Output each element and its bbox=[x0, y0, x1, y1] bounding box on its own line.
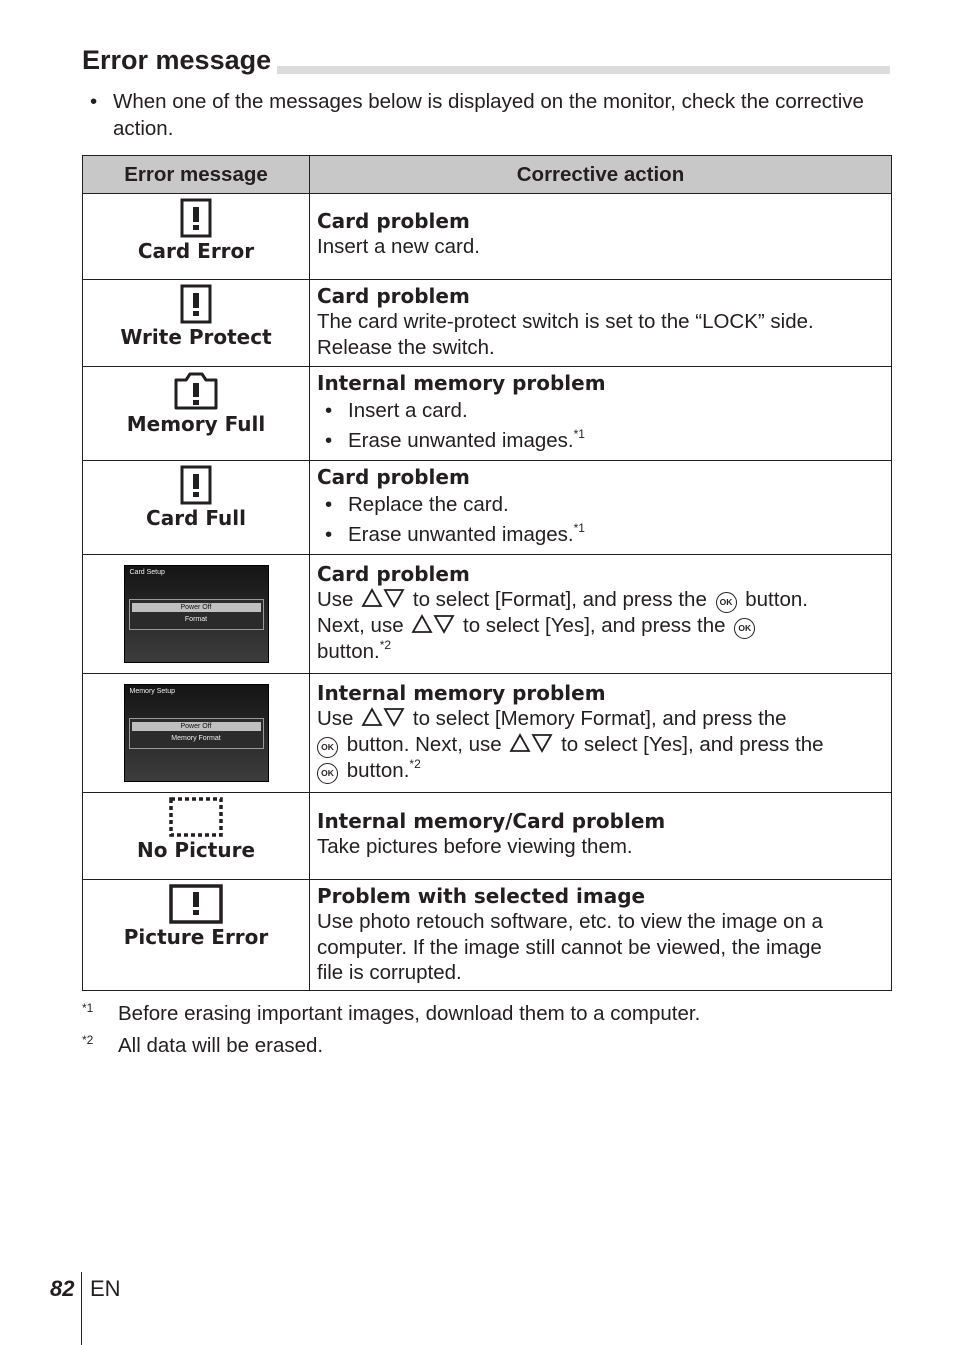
action-cell bbox=[310, 280, 892, 367]
card-alert-icon bbox=[180, 284, 212, 324]
table-header-row bbox=[83, 156, 892, 194]
footnotes bbox=[82, 998, 892, 1062]
action-list bbox=[317, 396, 881, 456]
footnote-mark: *1 bbox=[82, 1001, 94, 1015]
action-cell bbox=[310, 461, 892, 555]
error-cell bbox=[83, 461, 310, 555]
screen-title: Memory Setup bbox=[129, 688, 176, 695]
table-row bbox=[83, 280, 892, 367]
ok-button-icon: OK bbox=[317, 763, 338, 784]
item-text: Erase unwanted images. bbox=[348, 523, 574, 546]
action-heading: Problem with selected image bbox=[317, 884, 646, 908]
item-text: Erase unwanted images. bbox=[348, 429, 574, 452]
action-text: The card write-protect switch is set to the “LOCK” side. bbox=[317, 310, 814, 333]
list-item bbox=[317, 520, 881, 550]
action-text: Release the switch. bbox=[317, 335, 495, 359]
action-heading: Card problem bbox=[317, 562, 470, 586]
text-part: Use bbox=[317, 707, 354, 730]
table-row bbox=[83, 555, 892, 674]
intro-text: When one of the messages below is displayed on the monitor, check the corrective action. bbox=[113, 90, 864, 140]
memory-setup-screen bbox=[124, 684, 269, 782]
action-heading: Card problem bbox=[317, 465, 470, 489]
text-part: button. Next, use bbox=[346, 732, 502, 756]
text-part: to select [Yes], and press the bbox=[561, 732, 824, 756]
table-row bbox=[83, 793, 892, 880]
text-part: Use bbox=[317, 588, 354, 611]
card-alert-icon bbox=[180, 465, 212, 505]
up-down-arrows-icon bbox=[509, 733, 553, 753]
footnote-text: Before erasing important images, download them to a computer. bbox=[118, 1002, 701, 1025]
text-part: button. bbox=[346, 758, 410, 782]
up-down-arrows-icon bbox=[361, 707, 405, 727]
footnote-mark: *2 bbox=[82, 1033, 94, 1047]
screen-option: Format bbox=[184, 616, 208, 623]
bullet: • bbox=[325, 399, 333, 422]
action-heading: Card problem bbox=[317, 209, 470, 233]
card-setup-screen bbox=[124, 565, 269, 663]
action-list bbox=[317, 490, 881, 550]
action-heading: Internal memory/Card problem bbox=[317, 809, 666, 833]
memory-alert-icon bbox=[173, 371, 219, 411]
error-cell bbox=[83, 674, 310, 793]
action-heading: Internal memory problem bbox=[317, 681, 606, 705]
footer-divider bbox=[81, 1272, 82, 1345]
list-item bbox=[317, 490, 881, 520]
footnote bbox=[82, 998, 892, 1030]
error-label: Picture Error bbox=[123, 925, 269, 949]
list-item bbox=[317, 426, 881, 456]
error-label: No Picture bbox=[136, 838, 256, 862]
intro-bullet: • bbox=[90, 90, 98, 113]
error-label: Memory Full bbox=[126, 412, 266, 436]
footnote-ref: *2 bbox=[379, 638, 392, 652]
table-row bbox=[83, 880, 892, 991]
footnote-ref: *1 bbox=[573, 427, 585, 441]
bullet: • bbox=[325, 523, 333, 546]
action-text: Take pictures before viewing them. bbox=[317, 835, 633, 858]
page-title-area bbox=[82, 44, 890, 78]
screen-menu bbox=[129, 599, 264, 630]
up-down-arrows-icon bbox=[411, 614, 455, 634]
text-part: to select [Format], and press the bbox=[412, 588, 707, 611]
no-picture-icon bbox=[169, 797, 223, 837]
screen-title: Card Setup bbox=[129, 569, 165, 576]
action-cell bbox=[310, 555, 892, 674]
error-label: Write Protect bbox=[120, 325, 272, 349]
screen-option: Memory Format bbox=[171, 735, 221, 742]
error-cell bbox=[83, 880, 310, 991]
ok-button-icon: OK bbox=[317, 737, 338, 758]
language-code: EN bbox=[90, 1276, 121, 1301]
picture-alert-icon bbox=[169, 884, 223, 924]
error-label: Card Error bbox=[137, 239, 255, 263]
ok-button-icon: OK bbox=[716, 592, 737, 613]
header-error-message: Error message bbox=[83, 156, 310, 194]
page-title: Error message bbox=[82, 44, 277, 76]
error-table bbox=[82, 155, 892, 991]
error-cell bbox=[83, 280, 310, 367]
screen-option: Power Off bbox=[132, 722, 261, 731]
action-heading: Card problem bbox=[317, 284, 470, 308]
action-cell bbox=[310, 194, 892, 280]
page-number: 82 bbox=[50, 1276, 75, 1301]
header-corrective-action: Corrective action bbox=[310, 156, 892, 194]
table-row bbox=[83, 367, 892, 461]
table-row bbox=[83, 461, 892, 555]
error-label: Card Full bbox=[146, 506, 246, 530]
footnote-ref: *2 bbox=[409, 756, 421, 771]
action-cell bbox=[310, 793, 892, 880]
action-cell bbox=[310, 367, 892, 461]
text-part: Next, use bbox=[317, 614, 404, 637]
table-row bbox=[83, 674, 892, 793]
error-cell bbox=[83, 194, 310, 280]
action-text: file is corrupted. bbox=[317, 961, 462, 984]
action-cell bbox=[310, 674, 892, 793]
text-part: to select [Yes], and press the bbox=[463, 614, 726, 637]
bullet: • bbox=[325, 429, 333, 452]
ok-button-icon: OK bbox=[734, 618, 755, 639]
action-heading: Internal memory problem bbox=[317, 371, 606, 395]
text-part: to select [Memory Format], and press the bbox=[412, 707, 787, 730]
action-text: Insert a new card. bbox=[317, 235, 480, 258]
table-row bbox=[83, 194, 892, 280]
item-text: Replace the card. bbox=[348, 493, 509, 516]
text-part: button. bbox=[745, 588, 808, 611]
card-alert-icon bbox=[180, 198, 212, 238]
error-cell bbox=[83, 793, 310, 880]
intro-paragraph bbox=[90, 88, 880, 142]
error-cell bbox=[83, 555, 310, 674]
footnote bbox=[82, 1030, 892, 1062]
item-text: Insert a card. bbox=[348, 399, 468, 422]
error-cell bbox=[83, 367, 310, 461]
footnote-ref: *1 bbox=[573, 521, 585, 535]
action-text bbox=[317, 587, 881, 665]
list-item bbox=[317, 396, 881, 426]
action-text: Use photo retouch software, etc. to view the image on a bbox=[317, 910, 823, 933]
action-text: computer. If the image still cannot be viewed, the image bbox=[317, 935, 822, 959]
action-text bbox=[317, 706, 881, 784]
footnote-text: All data will be erased. bbox=[118, 1034, 324, 1057]
text-part: button. bbox=[317, 640, 380, 663]
screen-menu bbox=[129, 718, 264, 749]
screen-option: Power Off bbox=[132, 603, 261, 612]
bullet: • bbox=[325, 493, 333, 516]
action-cell bbox=[310, 880, 892, 991]
up-down-arrows-icon bbox=[361, 588, 405, 608]
